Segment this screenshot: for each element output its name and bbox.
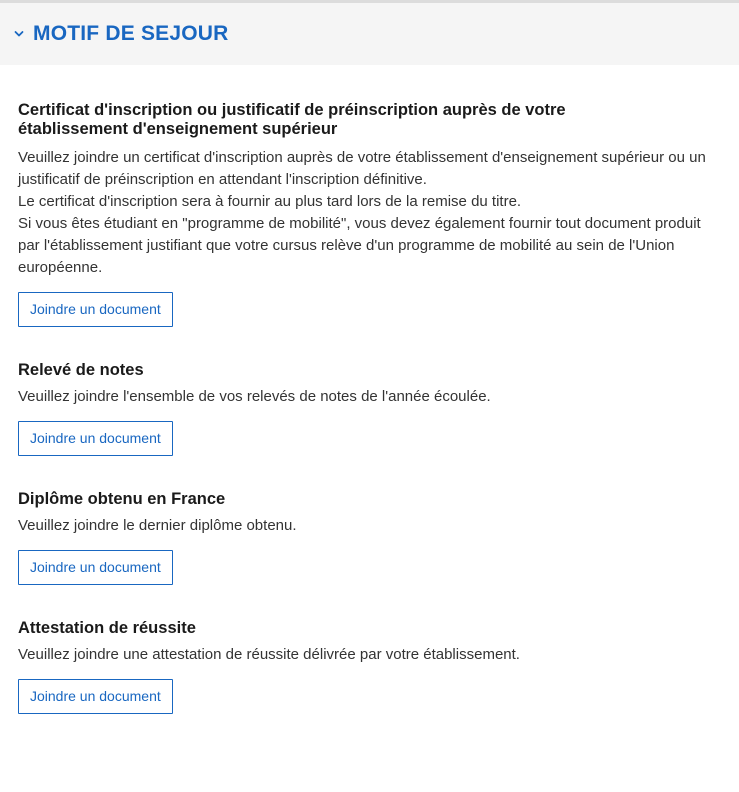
document-item-releve-notes [18,361,721,456]
document-item-diplome [18,490,721,585]
description-line: Veuillez joindre un certificat d'inscription auprès de votre établissement d'enseignement supérieur ou un justificatif de préinscription en attendant l'inscription définitive. [18,149,706,188]
document-title: Relevé de notes [18,361,144,379]
document-description [18,644,721,666]
documents-list [0,65,739,714]
document-description [18,147,721,279]
document-title: Certificat d'inscription ou justificatif de préinscription auprès de votre établissement d'enseignement supérieur [18,101,566,138]
document-item-certificat-inscription [18,101,721,327]
section-title: MOTIF DE SEJOUR [33,22,229,45]
join-document-button[interactable]: Joindre un document [18,679,173,714]
description-line: Si vous êtes étudiant en "programme de mobilité", vous devez également fournir tout document produit par l'établissement justifiant que votre cursus relève d'un programme de mobilité au sein de l'Union européenne. [18,215,701,276]
join-document-button[interactable]: Joindre un document [18,421,173,456]
chevron-down-icon [12,27,26,41]
document-title: Diplôme obtenu en France [18,490,226,508]
description-line: Le certificat d'inscription sera à fournir au plus tard lors de la remise du titre. [18,193,522,210]
join-document-button[interactable]: Joindre un document [18,292,173,327]
document-item-attestation-reussite [18,619,721,714]
document-description [18,515,721,537]
description-line: Veuillez joindre une attestation de réussite délivrée par votre établissement. [18,646,520,663]
section-header-toggle[interactable] [0,3,739,65]
description-line: Veuillez joindre l'ensemble de vos relevés de notes de l'année écoulée. [18,388,491,405]
join-document-button[interactable]: Joindre un document [18,550,173,585]
description-line: Veuillez joindre le dernier diplôme obtenu. [18,517,297,534]
document-title: Attestation de réussite [18,619,196,637]
document-description [18,386,721,408]
